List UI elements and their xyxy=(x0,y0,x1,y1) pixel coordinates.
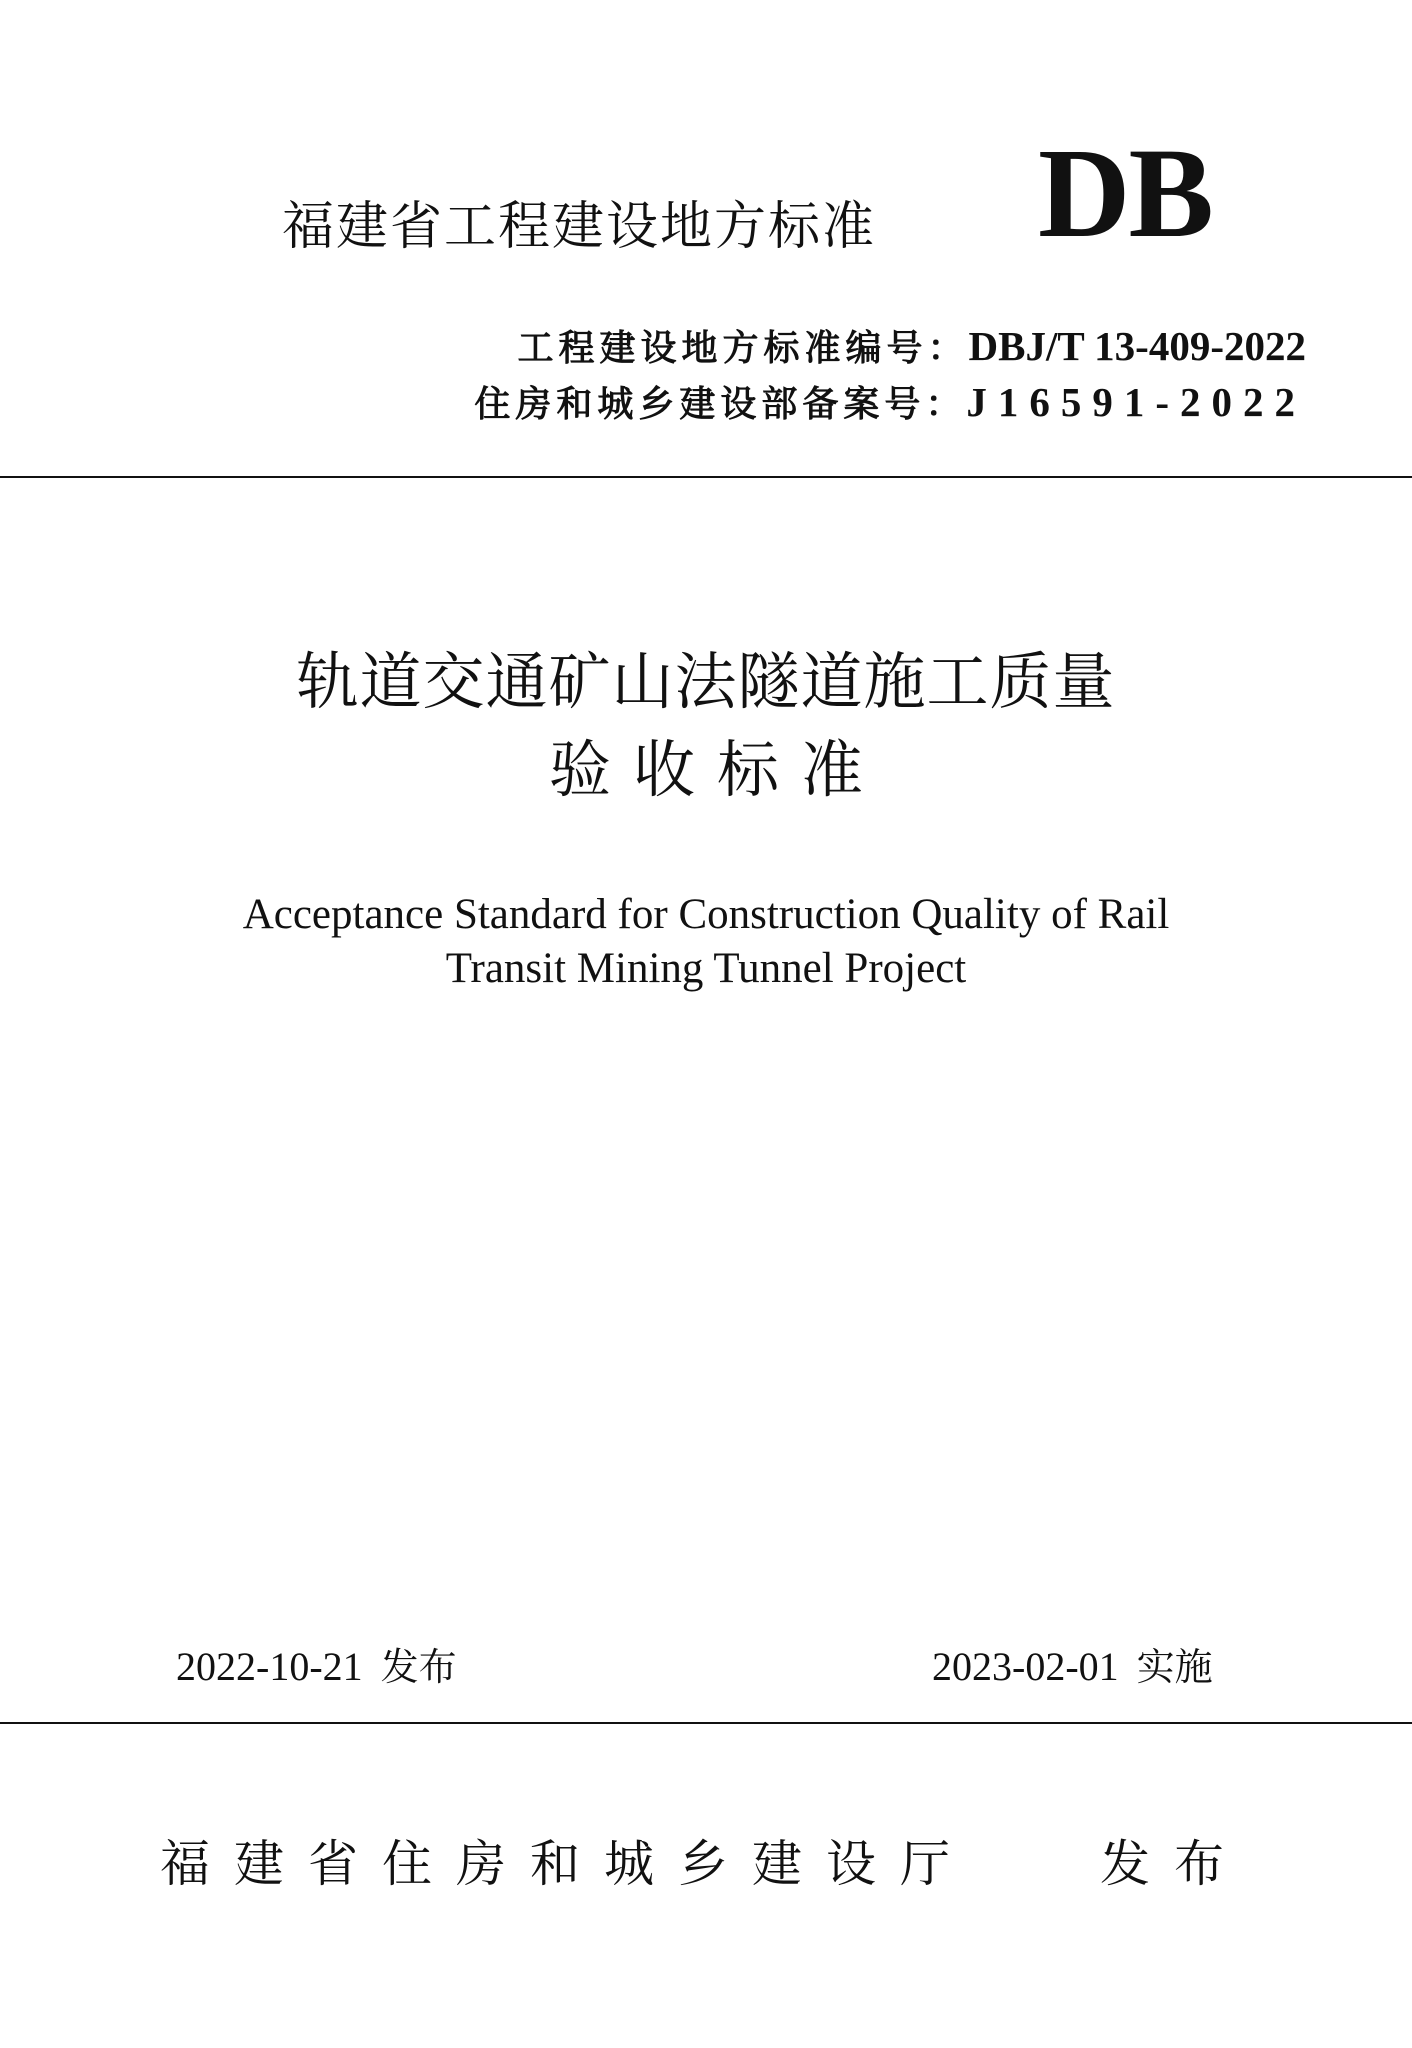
title-en-line2: Transit Mining Tunnel Project xyxy=(445,945,967,992)
implementation-date: 2023-02-01 xyxy=(932,1644,1119,1689)
issue-date: 2022-10-21 xyxy=(176,1644,363,1689)
bottom-divider xyxy=(0,1722,1412,1724)
issue-label: 发布 xyxy=(380,1645,457,1689)
db-mark: DB xyxy=(1038,122,1212,264)
standard-number-label: 工程建设地方标准编号： xyxy=(517,327,969,369)
record-number-value: J16591-2022 xyxy=(966,379,1306,425)
standard-number-line xyxy=(517,322,1306,372)
issuer-action: 发布 xyxy=(1100,1835,1248,1893)
title-zh-line1: 轨道交通矿山法隧道施工质量 xyxy=(296,645,1116,718)
implementation-label: 实施 xyxy=(1136,1645,1213,1689)
title-zh-line2: 验收标准 xyxy=(548,733,885,806)
standard-category: 福建省工程建设地方标准 xyxy=(282,197,877,257)
title-en-line1: Acceptance Standard for Construction Quality of Rail xyxy=(242,891,1170,938)
implementation-date-line xyxy=(932,1642,1213,1692)
record-number-label: 住房和城乡建设部备案号： xyxy=(474,383,967,425)
standard-number-value: DBJ/T 13-409-2022 xyxy=(968,323,1306,369)
issue-date-line xyxy=(176,1642,457,1692)
top-divider xyxy=(0,476,1412,478)
issuer-name: 福建省住房和城乡建设厅 xyxy=(160,1835,974,1893)
record-number-line xyxy=(474,378,1306,428)
